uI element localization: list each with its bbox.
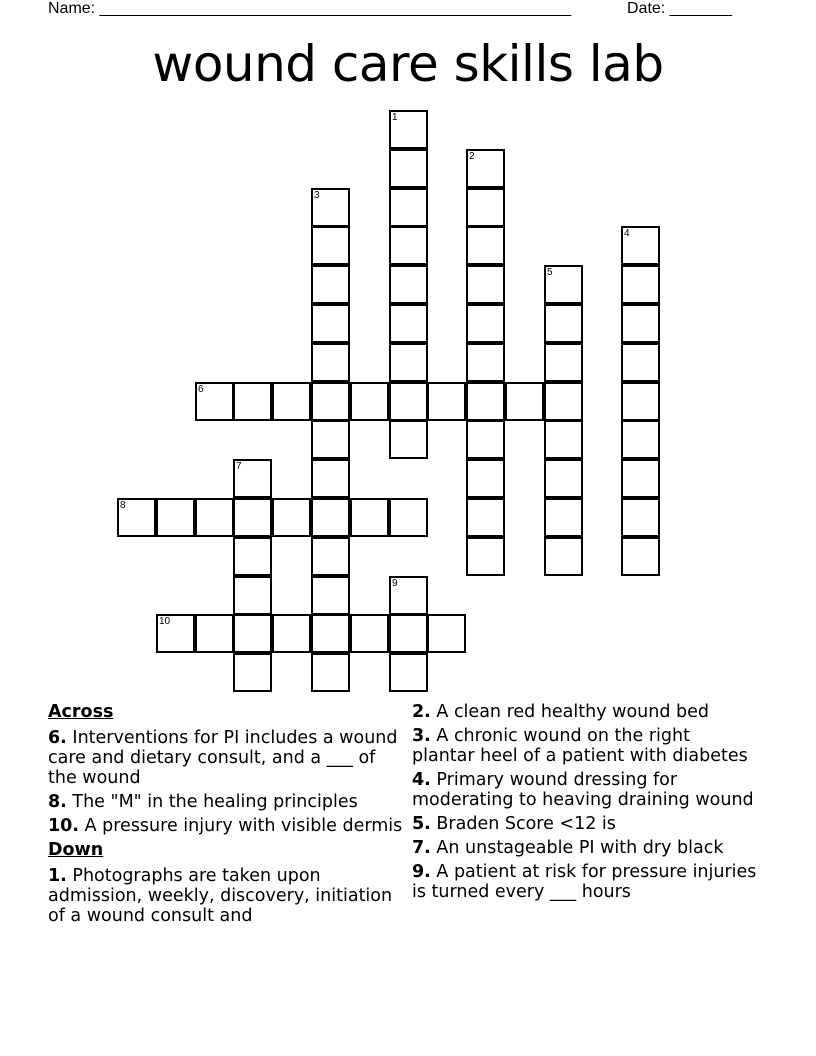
- cell-number: 4: [624, 228, 630, 239]
- clue-number: 7.: [412, 838, 431, 858]
- grid-cell[interactable]: [466, 420, 505, 459]
- cell-number: 1: [392, 112, 398, 123]
- grid-cell[interactable]: [544, 343, 583, 382]
- grid-cell[interactable]: [389, 110, 428, 149]
- grid-cell[interactable]: [272, 382, 311, 421]
- clue-across-6: [48, 728, 403, 788]
- grid-cell[interactable]: [389, 188, 428, 227]
- grid-cell[interactable]: [389, 576, 428, 615]
- clue-number: 9.: [412, 862, 431, 882]
- grid-cell[interactable]: [272, 614, 311, 653]
- clue-text: Primary wound dressing for moderating to heaving draining wound: [412, 770, 754, 810]
- clue-number: 8.: [48, 792, 67, 812]
- grid-cell[interactable]: [466, 382, 505, 421]
- cell-number: 9: [392, 578, 398, 589]
- grid-cell[interactable]: [544, 459, 583, 498]
- grid-cell[interactable]: [311, 576, 350, 615]
- across-heading: Across: [48, 702, 114, 722]
- clues-column-right: [412, 702, 757, 906]
- cell-number: 3: [314, 190, 320, 201]
- clue-number: 5.: [412, 814, 431, 834]
- clue-text: Interventions for PI includes a wound care and dietary consult, and a ___ of the wound: [48, 728, 398, 788]
- date-field-label: Date: _______: [627, 0, 732, 17]
- clue-number: 1.: [48, 866, 67, 886]
- grid-cell[interactable]: [389, 149, 428, 188]
- grid-cell[interactable]: [389, 265, 428, 304]
- grid-cell[interactable]: [350, 382, 389, 421]
- grid-cell[interactable]: [466, 226, 505, 265]
- grid-cell[interactable]: [621, 304, 660, 343]
- clue-text: A clean red healthy wound bed: [436, 702, 709, 722]
- grid-cell[interactable]: [621, 382, 660, 421]
- clue-number: 2.: [412, 702, 431, 722]
- grid-cell[interactable]: [272, 498, 311, 537]
- grid-cell[interactable]: [311, 382, 350, 421]
- grid-cell[interactable]: [427, 614, 466, 653]
- grid-cell[interactable]: [544, 265, 583, 304]
- cell-number: 2: [469, 151, 475, 162]
- grid-cell[interactable]: [233, 537, 272, 576]
- grid-cell[interactable]: [311, 653, 350, 692]
- clues-column-left: [48, 702, 403, 930]
- grid-cell[interactable]: [466, 343, 505, 382]
- clue-text: A chronic wound on the right plantar heel of a patient with diabetes: [412, 726, 748, 766]
- grid-cell[interactable]: [156, 498, 195, 537]
- grid-cell[interactable]: [466, 265, 505, 304]
- clue-number: 6.: [48, 728, 67, 748]
- grid-cell[interactable]: [311, 498, 350, 537]
- grid-cell[interactable]: [621, 498, 660, 537]
- clue-number: 3.: [412, 726, 431, 746]
- grid-cell[interactable]: [233, 459, 272, 498]
- grid-cell[interactable]: [311, 537, 350, 576]
- grid-cell[interactable]: [311, 420, 350, 459]
- grid-cell[interactable]: [233, 614, 272, 653]
- grid-cell[interactable]: [311, 614, 350, 653]
- grid-cell[interactable]: [389, 653, 428, 692]
- clue-down-3: [412, 726, 757, 766]
- grid-cell[interactable]: [195, 614, 234, 653]
- grid-cell[interactable]: [621, 343, 660, 382]
- grid-cell[interactable]: [389, 304, 428, 343]
- clue-text: A pressure injury with visible dermis: [84, 816, 403, 836]
- cell-number: 6: [198, 384, 204, 395]
- grid-cell[interactable]: [350, 614, 389, 653]
- grid-cell[interactable]: [466, 498, 505, 537]
- clue-text: Photographs are taken upon admission, weekly, discovery, initiation of a wound consult and: [48, 866, 393, 926]
- clue-number: 10.: [48, 816, 80, 836]
- grid-cell[interactable]: [311, 459, 350, 498]
- grid-cell[interactable]: [621, 420, 660, 459]
- grid-cell[interactable]: [621, 537, 660, 576]
- grid-cell[interactable]: [389, 382, 428, 421]
- cell-number: 7: [236, 461, 242, 472]
- cell-number: 5: [547, 267, 553, 278]
- clue-down-7: [412, 838, 757, 858]
- clue-across-10: [48, 816, 403, 836]
- grid-cell[interactable]: [544, 304, 583, 343]
- down-heading: Down: [48, 840, 104, 860]
- grid-cell[interactable]: [544, 420, 583, 459]
- grid-cell[interactable]: [466, 149, 505, 188]
- grid-cell[interactable]: [466, 537, 505, 576]
- grid-cell[interactable]: [156, 614, 195, 653]
- grid-cell[interactable]: [311, 188, 350, 227]
- grid-cell[interactable]: [466, 459, 505, 498]
- grid-cell[interactable]: [544, 498, 583, 537]
- grid-cell[interactable]: [389, 343, 428, 382]
- clue-number: 4.: [412, 770, 431, 790]
- grid-cell[interactable]: [466, 304, 505, 343]
- grid-cell[interactable]: [389, 498, 428, 537]
- grid-cell[interactable]: [505, 382, 544, 421]
- clue-down-1: [48, 866, 403, 926]
- grid-cell[interactable]: [544, 537, 583, 576]
- grid-cell[interactable]: [427, 382, 466, 421]
- grid-cell[interactable]: [117, 498, 156, 537]
- grid-cell[interactable]: [311, 226, 350, 265]
- page-title: wound care skills lab: [152, 35, 664, 93]
- grid-cell[interactable]: [389, 420, 428, 459]
- clue-text: The "M" in the healing principles: [72, 792, 358, 812]
- grid-cell[interactable]: [311, 265, 350, 304]
- clue-down-5: [412, 814, 757, 834]
- name-field-label: Name: _____________________________________________________: [48, 0, 572, 17]
- grid-cell[interactable]: [195, 382, 234, 421]
- grid-cell[interactable]: [311, 343, 350, 382]
- grid-cell[interactable]: [233, 498, 272, 537]
- clue-across-8: [48, 792, 403, 812]
- grid-cell[interactable]: [233, 653, 272, 692]
- cell-number: 8: [120, 500, 126, 511]
- cell-number: 10: [159, 616, 171, 627]
- grid-cell[interactable]: [233, 382, 272, 421]
- clue-text: Braden Score <12 is: [436, 814, 616, 834]
- clue-text: A patient at risk for pressure injuries is turned every ___ hours: [412, 862, 757, 902]
- clue-down-9: [412, 862, 757, 902]
- grid-cell[interactable]: [544, 382, 583, 421]
- clue-down-4: [412, 770, 757, 810]
- grid-cell[interactable]: [311, 304, 350, 343]
- grid-cell[interactable]: [389, 614, 428, 653]
- grid-cell[interactable]: [621, 459, 660, 498]
- clue-down-2: [412, 702, 757, 722]
- clue-text: An unstageable PI with dry black: [436, 838, 724, 858]
- grid-cell[interactable]: [389, 226, 428, 265]
- grid-cell[interactable]: [350, 498, 389, 537]
- grid-cell[interactable]: [466, 188, 505, 227]
- grid-cell[interactable]: [621, 226, 660, 265]
- grid-cell[interactable]: [621, 265, 660, 304]
- grid-cell[interactable]: [233, 576, 272, 615]
- grid-cell[interactable]: [195, 498, 234, 537]
